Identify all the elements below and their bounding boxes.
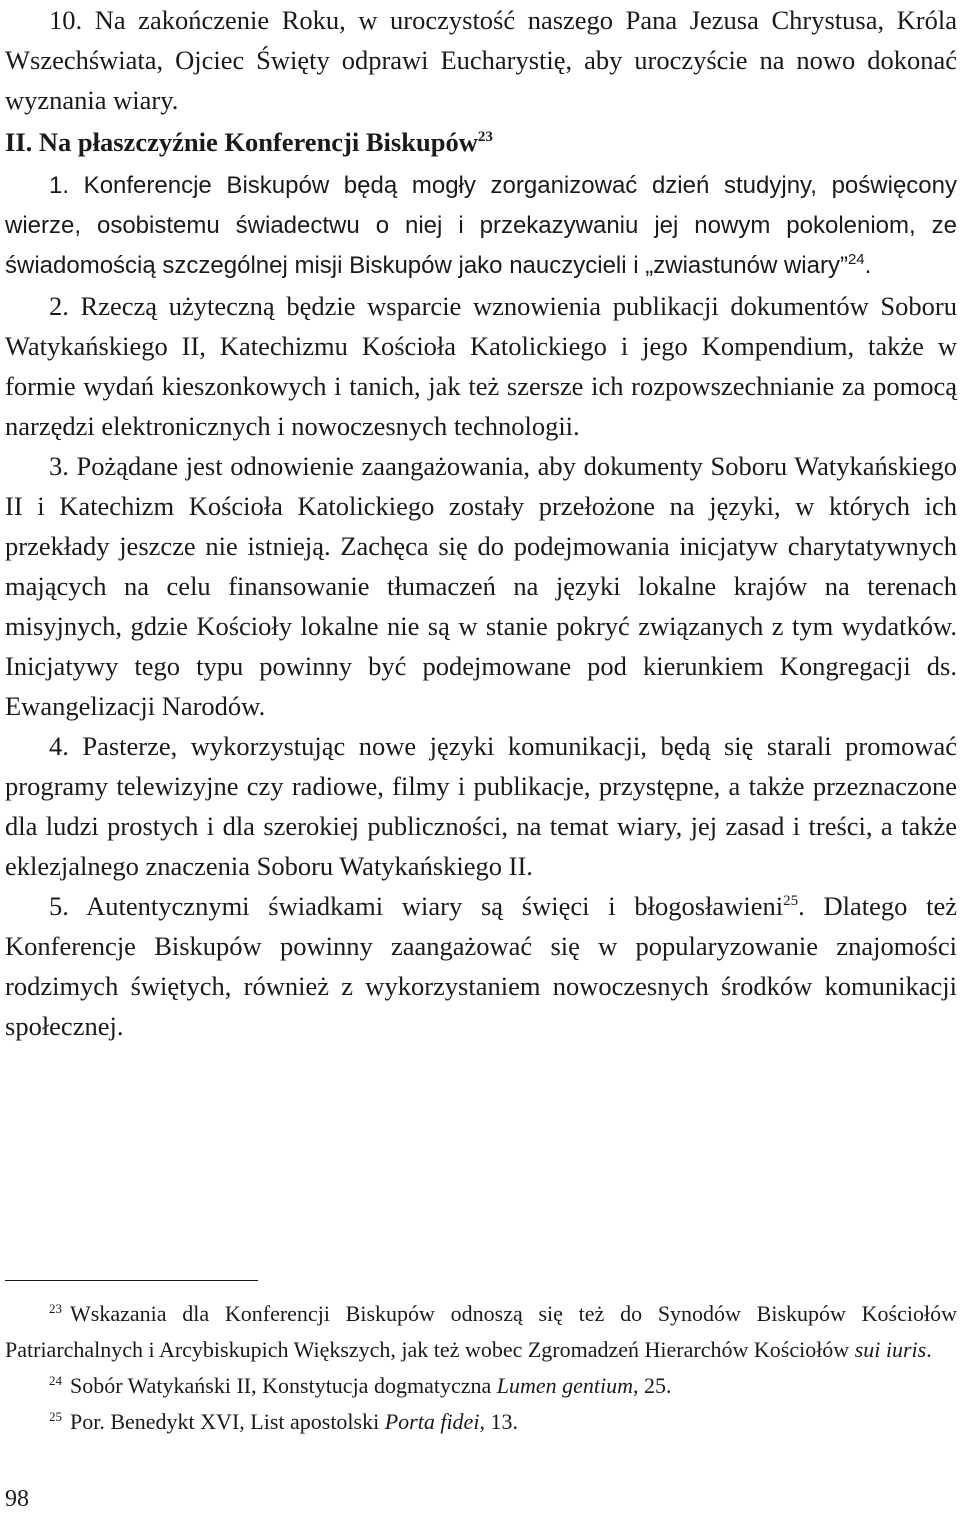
footnote-italic: sui iuris [854,1337,927,1362]
footnote-text: Wskazania dla Konferencji Biskupów odnoszą się też do Synodów Biskupów Kościołów Patriarchalnych i Arcybiskupich Większych, jak też wobec Zgromadzeń Hierarchów Kościołów [5,1301,957,1362]
paragraph-1-text: 1. Konferencje Biskupów będą mogły zorganizować dzień studyjny, poświęcony wierze, osobistemu świadectwu o niej i przekazywaniu jej nowym pokoleniom, ze świadomością szczególnej misji Biskupów jako nauczycieli i „zwiastunów wiary” [5,172,957,279]
footnote-end: , 13. [479,1409,518,1434]
footnote-text: Sobór Watykański II, Konstytucja dogmatyczna [70,1373,497,1398]
footnote-number: 23 [49,1300,62,1316]
paragraph-4 [5,726,957,886]
footnote-italic: Lumen gentium [496,1373,633,1398]
paragraph-5-after: . Dlatego też Konferencje Biskupów powinny zaangażować się w popularyzowanie znajomości rodzimych świętych, również z wykorzystaniem nowoczesnych środków komunikacji społecznej. [5,891,957,1041]
paragraph-3-text: 3. Pożądane jest odnowienie zaangażowania, aby dokumenty Soboru Watykańskiego II i Katechizm Kościoła Katolickiego zostały przełożone na języki, w których ich przekłady jeszcze nie istnieją. Zachęca się do podejmowania inicjatyw charytatywnych mających na celu finansowanie tłumaczeń na języki lokalne krajów na terenach misyjnych, gdzie Kościoły lokalne nie są w stanie pokryć związanych z tym wydatków. Inicjatywy tego typu powinny być podejmowane pod kierunkiem Kongregacji ds. Ewangelizacji Narodów. [5,451,957,721]
paragraph-5-before: 5. Autentycznymi świadkami wiary są święci i błogosławieni [49,891,784,921]
footnote-italic: Porta fidei [384,1409,480,1434]
paragraph-10-text: 10. Na zakończenie Roku, w uroczystość naszego Pana Jezusa Chrystusa, Króla Wszechświata, Ojciec Święty odprawi Eucharystię, aby uroczyście na nowo dokonać wyznania wiary. [5,5,957,115]
footnote-end: , 25. [633,1373,672,1398]
paragraph-10 [5,0,957,120]
paragraph-4-text: 4. Pasterze, wykorzystując nowe języki komunikacji, będą się starali promować programy telewizyjne czy radiowe, filmy i publikacje, przystępne, a także przeznaczone dla ludzi prostych i dla szerokiej publiczności, na temat wiary, jej zasad i treści, a także eklezjalnego znaczenia Soboru Watykańskiego II. [5,731,957,881]
paragraph-2 [5,286,957,446]
footnote-text: Por. Benedykt XVI, List apostolski [70,1409,385,1434]
paragraph-2-text: 2. Rzeczą użyteczną będzie wsparcie wznowienia publikacji dokumentów Soboru Watykańskiego II, Katechizmu Kościoła Katolickiego i jego Kompendium, także w formie wydań kieszonkowych i tanich, jak też szersze ich rozpowszechnianie za pomocą narzędzi elektronicznych i nowoczesnych technologii. [5,291,957,441]
footnote-24 [5,1368,957,1404]
footnote-number: 25 [49,1408,62,1424]
footnote-ref-24[interactable]: 24 [847,251,865,268]
page-body [5,0,957,1046]
footnote-end: . [926,1337,932,1362]
footnote-number: 24 [49,1372,62,1388]
section-heading [5,122,957,162]
paragraph-1-end: . [864,252,872,279]
footnote-23 [5,1296,957,1368]
footnotes [5,1296,957,1440]
page-number: 98 [5,1486,29,1512]
section-heading-text: II. Na płaszczyźnie Konferencji Biskupów [5,127,478,157]
footnote-ref-25[interactable]: 25 [783,893,799,910]
footnote-25 [5,1404,957,1440]
footnote-ref-23[interactable]: 23 [477,129,493,146]
footnote-separator [5,1280,258,1281]
paragraph-3 [5,446,957,726]
paragraph-1 [5,166,957,286]
paragraph-5 [5,886,957,1046]
